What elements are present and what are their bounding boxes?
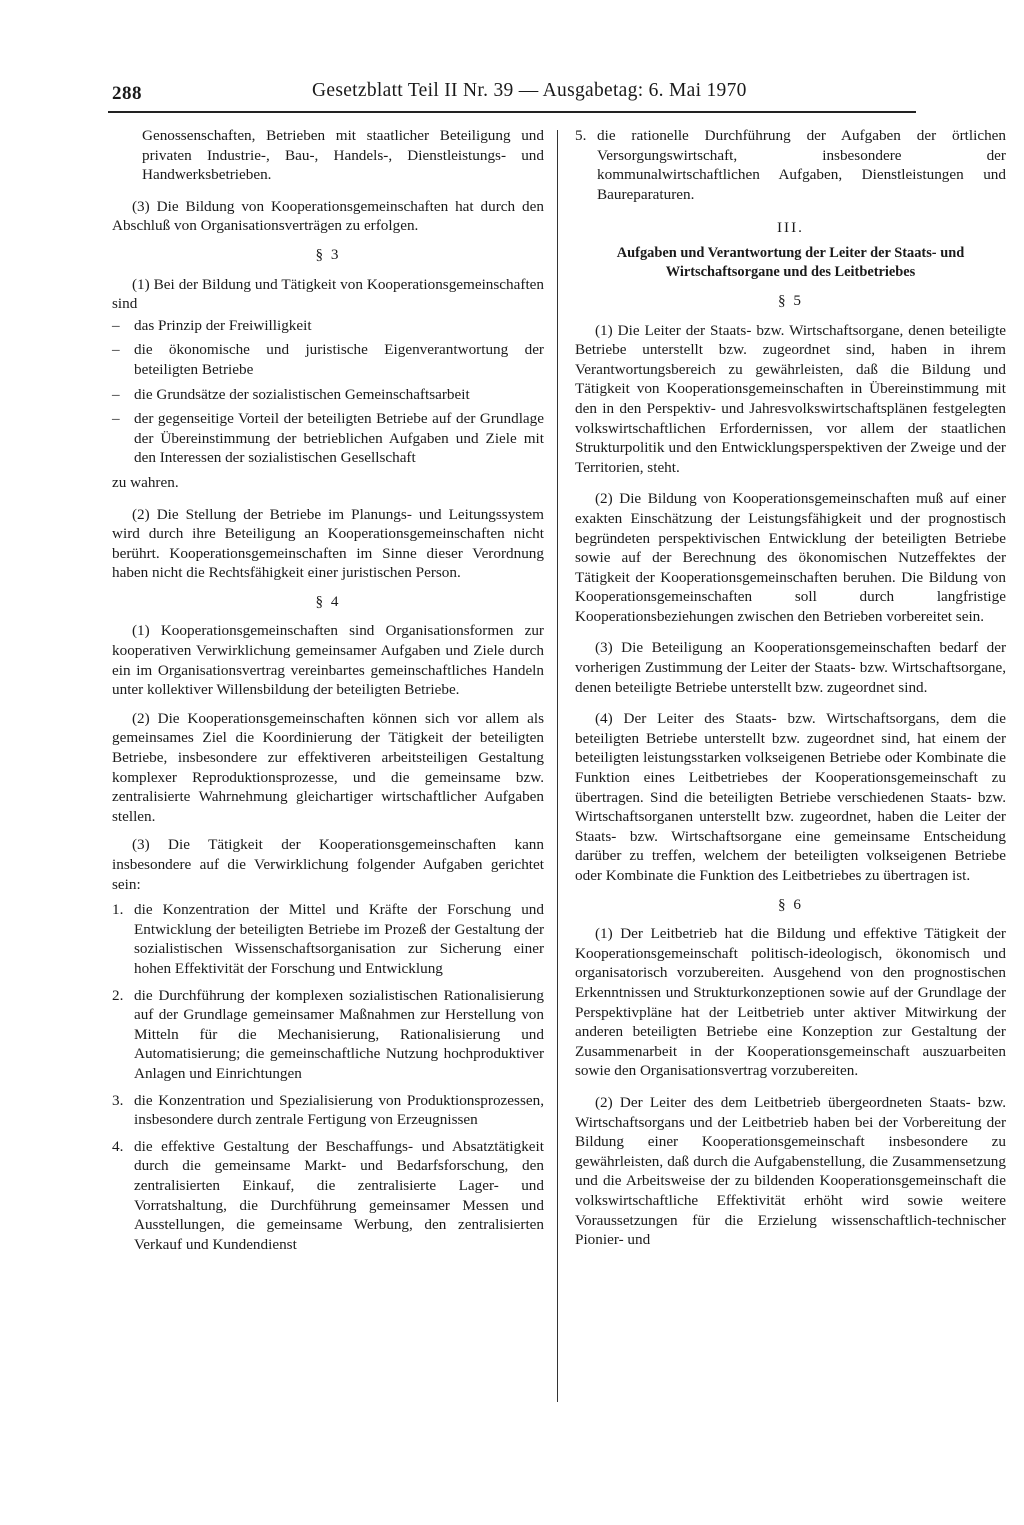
paragraph: (2) Die Kooperationsgemeinschaften können sich vor allem als gemeinsames Ziel die Koordinierung der Tätigkeit der beteiligten Betriebe, insbesondere zur effektiveren arbeitsteiligen Gestaltung komplexer Reproduktionsprozesse, und die gemeinsame bzw. zentralisierte Wahrnehmung gleichartiger wirtschaftlicher Aufgaben stellen. — [112, 709, 544, 825]
list-item — [112, 316, 544, 336]
paragraph: (1) Bei der Bildung und Tätigkeit von Kooperationsgemeinschaften sind — [112, 275, 544, 313]
dash-list — [112, 316, 544, 468]
paragraph: (4) Der Leiter des Staats- bzw. Wirtschaftsorgans, dem die beteiligten Betriebe unterstellt bzw. zugeordnet sind, hat einem der beteiligten leistungsstarken volkseigenen Betriebe oder Kombinate die Funktion eines Leitbetriebes der Kooperationsgemeinschaft zu übertragen. Sind die beteiligten Betriebe verschiedenen Staats- bzw. Wirtschaftsorganen unterstellt bzw. zugeordnet, haben die Leiter der Staats- bzw. Wirtschaftsorgane eine gemeinsame Entscheidung darüber zu treffen, welchem der beteiligten volkseigenen Betriebe oder Kombinate die Funktion des Leitbetriebes zu übertragen ist. — [575, 710, 1006, 884]
paragraph: (1) Kooperationsgemeinschaften sind Organisationsformen zur kooperativen Verwirklichung gemeinsamer Aufgaben und Ziele durch ein im Organisationsvertrag vereinbartes gemeinschaftliches Handeln unter kollektiver Willensbildung der beteiligten Betriebe. — [112, 622, 544, 699]
paragraph: zu wahren. — [112, 473, 179, 491]
part-heading: Aufgaben und Verantwortung der Leiter der Staats- und Wirtschaftsorgane und des Leitbetriebes — [616, 244, 965, 280]
part-numeral: III. — [777, 219, 804, 237]
paragraph: (2) Der Leiter des dem Leitbetrieb übergeordneten Staats- bzw. Wirtschaftsorgans und der Leitbetrieb haben bei der Vorbereitung der Bildung einer Kooperationsgemeinschaft insbesondere zu gewährleisten, daß durch die Aufgabenstellung, die Zusammensetzung und die Arbeitsweise der zu bildenden Kooperationsgemeinschaft die volkswirtschaftliche Effektivität erhöht wird sowie weitere Voraussetzungen für die Erzielung wissenschaftlich-technischer Pionier- und — [575, 1093, 1006, 1249]
list-item-text: das Prinzip der Freiwilligkeit — [134, 316, 312, 334]
page-number: 288 — [112, 83, 142, 104]
list-number: 4. — [112, 1137, 124, 1155]
list-item — [112, 340, 544, 379]
paragraph: (1) Der Leitbetrieb hat die Bildung und effektive Tätigkeit der Kooperationsgemeinschaft politisch-ideologisch, ökonomisch und organisatorisch vorzubereiten. Ausgehend von den prognostischen Erkenntnissen und Strukturkonzeptionen sowie auf der Grundlage der Perspektivpläne hat der Leitbetrieb unter aktiver Mitwirkung der anderen beteiligten Betriebe eine Konzeption zur Gestaltung der Zusammenarbeit in der Kooperationsgemeinschaft auszuarbeiten sowie den Organisationsvertrag vorzubereiten. — [575, 925, 1006, 1080]
dash-marker: – — [112, 410, 120, 428]
numbered-list — [112, 900, 544, 1254]
section-heading: § 3 — [315, 245, 341, 263]
list-item — [112, 409, 544, 468]
list-item — [112, 1091, 544, 1130]
list-number: 1. — [112, 901, 124, 919]
list-item-text: die effektive Gestaltung der Beschaffungs- und Absatztätigkeit durch die gemeinsame Markt- und Bedarfsforschung, den zentralisierten Einkauf, die zentralisierte Lager- und Vorratshaltung, die Durchführung gemeinsamer Messen und Ausstellungen, die gemeinsame Werbung, den zentralisierten Verkauf und Kundendienst — [134, 1137, 544, 1253]
list-item-text: die Grundsätze der sozialistischen Gemeinschaftsarbeit — [134, 385, 470, 403]
list-number: 3. — [112, 1091, 124, 1109]
list-item-text: die rationelle Durchführung der Aufgaben der örtlichen Versorgungswirtschaft, insbesondere der kommunalwirtschaftlichen Aufgaben, Dienstleistungen und Baureparaturen. — [597, 127, 1006, 203]
paragraph: (3) Die Tätigkeit der Kooperationsgemeinschaften kann insbesondere auf die Verwirklichung folgender Aufgaben gerichtet sein: — [112, 836, 544, 893]
dash-marker: – — [112, 316, 120, 334]
header-rule — [108, 111, 916, 113]
list-item-text: die ökonomische und juristische Eigenverantwortung der beteiligten Betriebe — [134, 341, 544, 378]
list-item — [112, 900, 544, 978]
running-header: Gesetzblatt Teil II Nr. 39 — Ausgabetag: 6. Mai 1970 — [312, 80, 747, 101]
continued-paragraph: Genossenschaften, Betrieben mit staatlicher Beteiligung und privaten Industrie-, Bau-, Handels-, Dienstleistungs- und Handwerksbetrieben. — [142, 127, 544, 184]
list-item-text: der gegenseitige Vorteil der beteiligten Betriebe auf der Grundlage der Übereinstimmung der betrieblichen Aufgaben und Ziele mit den Interessen der sozialistischen Gesellschaft — [134, 410, 544, 467]
section-heading: § 4 — [315, 592, 341, 610]
list-item — [575, 126, 1006, 204]
section-heading: § 6 — [778, 895, 803, 913]
numbered-list — [575, 126, 1006, 204]
dash-marker: – — [112, 385, 120, 403]
left-column — [112, 126, 544, 1261]
paragraph: (2) Die Stellung der Betriebe im Planungs- und Leitungssystem wird durch ihre Beteiligung an Kooperationsgemeinschaften nicht berührt. Kooperationsgemeinschaften im Sinne dieser Verordnung haben nicht die Rechtsfähigkeit einer juristischen Person. — [112, 505, 544, 582]
paragraph: (3) Die Bildung von Kooperationsgemeinschaften hat durch den Abschluß von Organisationsverträgen zu erfolgen. — [112, 197, 544, 235]
paragraph: (3) Die Beteiligung an Kooperationsgemeinschaften bedarf der vorherigen Zustimmung der Leiter der Staats- bzw. Wirtschaftsorgane, denen beteiligte Betriebe unterstellt bzw. zugeordnet sind. — [575, 639, 1006, 696]
list-number: 2. — [112, 986, 124, 1004]
list-item — [112, 986, 544, 1084]
paragraph: (2) Die Bildung von Kooperationsgemeinschaften muß auf einer exakten Einschätzung der Leistungsfähigkeit und der prognostisch begründeten perspektivischen Entwicklung der beteiligten Betriebe sowie auf der Berechnung des ökonomischen Nutzeffektes der Tätigkeit der Kooperationsgemeinschaften beruhen. Die Bildung von Kooperationsgemeinschaften soll durch langfristige Kooperationsbeziehungen zwischen den Betrieben vorbereitet sein. — [575, 490, 1006, 625]
list-item — [112, 385, 544, 405]
dash-marker: – — [112, 341, 120, 359]
column-divider — [557, 130, 558, 1402]
right-column — [575, 126, 1006, 1250]
list-item — [112, 1137, 544, 1255]
list-item-text: die Konzentration der Mittel und Kräfte der Forschung und Entwicklung der beteiligten Betriebe im Prozeß der Gestaltung der sozialistischen Wissenschaftsorganisation zur Sicherung einer hohen Effektivität der Forschung und Entwicklung — [134, 901, 544, 977]
list-item-text: die Durchführung der komplexen sozialistischen Rationalisierung auf der Grundlage gemeinsamer Maßnahmen zur Herstellung von Mitteln für die Mechanisierung, Rationalisierung und Automatisierung; die gemeinschaftliche Nutzung hochproduktiver Anlagen und Einrichtungen — [134, 986, 544, 1082]
section-heading: § 5 — [778, 291, 803, 309]
paragraph: (1) Die Leiter der Staats- bzw. Wirtschaftsorgane, denen beteiligte Betriebe unterstellt bzw. zugeordnet sind, haben in ihrem Verantwortungsbereich zu gewährleisten, daß die Bildung und Tätigkeit von Kooperationsgemeinschaften in Übereinstimmung mit den in den Perspektiv- und Jahresvolkswirtschaftsplänen festgelegten volkswirtschaftlichen Erfordernissen, vor allem der staatlichen Strukturpolitik und den Entwicklungsperspektiven der Zweige und der Territorien, steht. — [575, 321, 1006, 476]
list-item-text: die Konzentration und Spezialisierung von Produktionsprozessen, insbesondere durch zentrale Fertigung von Erzeugnissen — [134, 1091, 544, 1129]
list-number: 5. — [575, 127, 587, 144]
